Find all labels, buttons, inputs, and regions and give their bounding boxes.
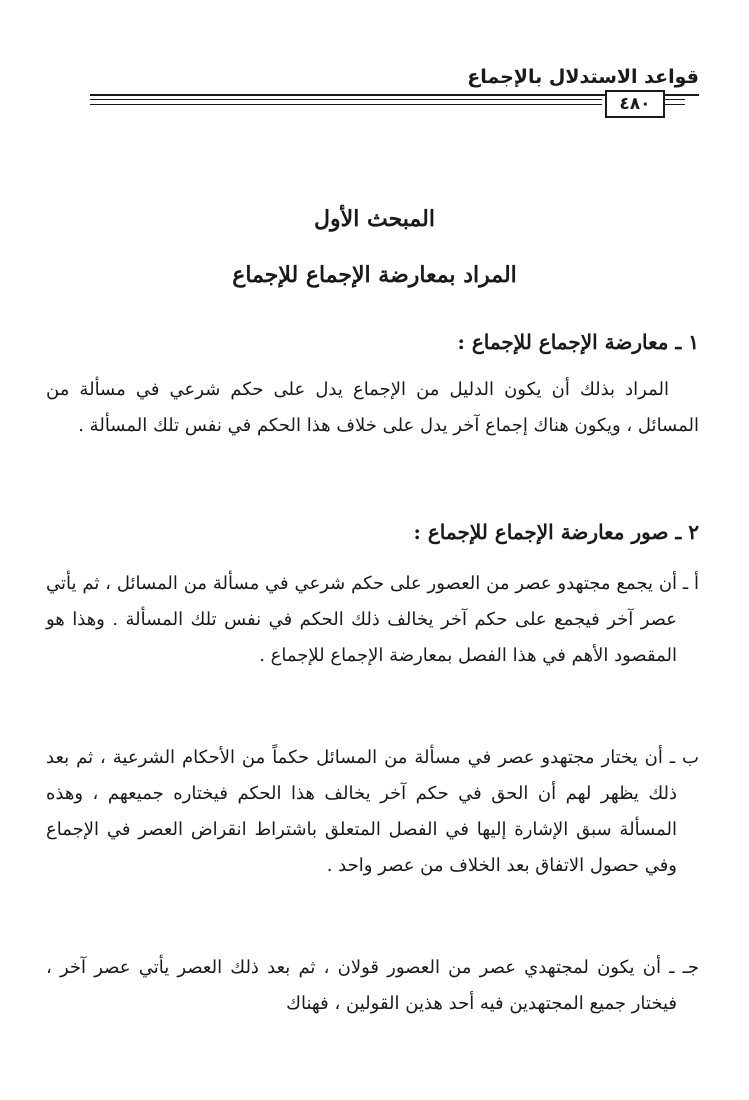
chapter-title: المبحث الأول <box>314 206 435 232</box>
header-double-rule-left-bottom <box>90 104 602 105</box>
section-2-heading: ٢ ـ صور معارضة الإجماع للإجماع : <box>413 520 699 544</box>
running-header-title: قواعد الاستدلال بالإجماع <box>467 66 699 88</box>
list-item-c: جـ ـ أن يكون لمجتهدي عصر من العصور قولان ، ثم بعد ذلك العصر يأتي عصر آخر ، فيختار جميع المجتهدين فيه أحد هذين القولين ، فهناك <box>46 957 699 1014</box>
page-number: ٤٨٠ <box>605 90 665 118</box>
chapter-subtitle: المراد بمعارضة الإجماع للإجماع <box>232 262 517 288</box>
header-double-rule-right-top <box>665 99 685 100</box>
header-double-rule-right-bottom <box>665 104 685 105</box>
list-item-a: أ ـ أن يجمع مجتهدو عصر من العصور على حكم شرعي في مسألة من المسائل ، ثم يأتي عصر آخر فيجمع على حكم آخر يخالف ذلك الحكم في نفس تلك المسألة . وهذا هو المقصود الأهم في هذا الفصل بمعارضة الإجماع للإجماع . <box>46 573 699 666</box>
section-1-heading: ١ ـ معارضة الإجماع للإجماع : <box>457 330 699 354</box>
section-1-paragraph: المراد بذلك أن يكون الدليل من الإجماع يدل على حكم شرعي في مسألة من المسائل ، ويكون هناك إجماع آخر يدل على خلاف هذا الحكم في نفس تلك المسألة . <box>46 379 699 436</box>
list-item-b: ب ـ أن يختار مجتهدو عصر في مسألة من المسائل حكماً من الأحكام الشرعية ، ثم بعد ذلك يظهر لهم أن الحق في حكم آخر يخالف هذا الحكم فيختاره جميعهم ، وهذه المسألة سبق الإشارة إليها في الفصل المتعلق باشتراط انقراض العصر في الإجماع وفي حصول الاتفاق بعد الخلاف من عصر واحد . <box>46 747 699 876</box>
header-double-rule-left-top <box>90 99 602 100</box>
